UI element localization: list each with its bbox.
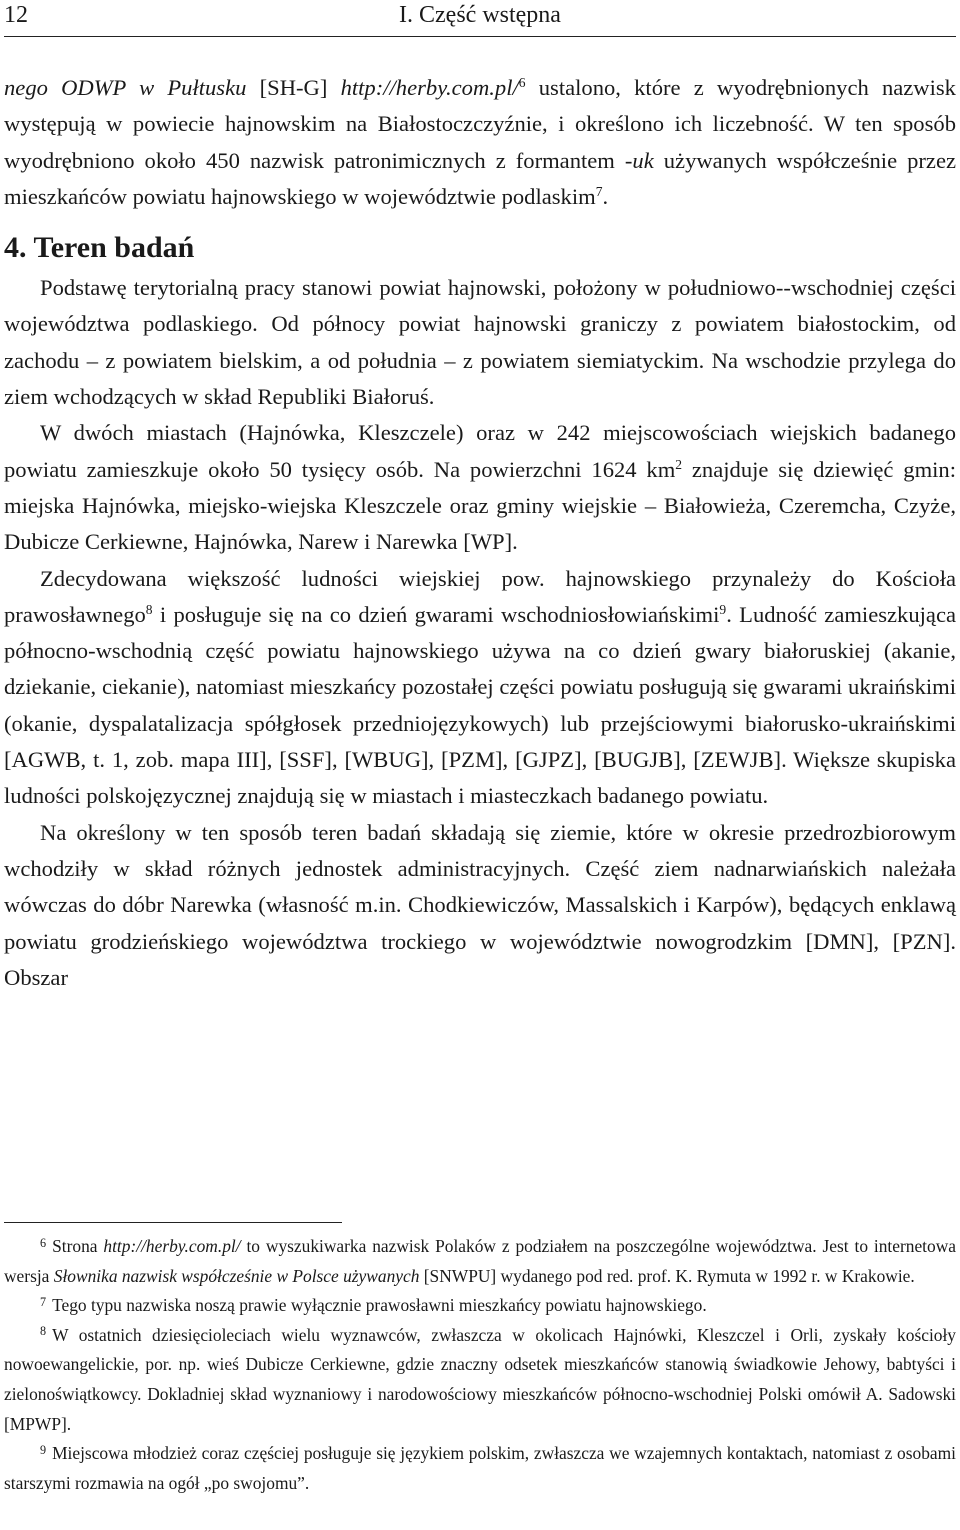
footnote-text: Strona (52, 1236, 104, 1256)
paragraph-text: znajduje się dziewięć gmin: miejska Hajnówka, miejsko-wiejska Kleszczele oraz gminy wiejskie – Białowieża, Czeremcha, Czyże, Dubicze Cerkiewne, Hajnówka, Narew i Narewka [WP]. (4, 456, 956, 555)
running-title: I. Część wstępna (399, 2, 561, 28)
url-reference: http://herby.com.pl/ (340, 75, 519, 100)
section-heading: 4. Teren badań (4, 231, 195, 265)
paragraph: Podstawę terytorialną pracy stanowi powiat hajnowski, położony w południowo--wschodniej części województwa podlaskiego. Od północy powiat hajnowski graniczy z powiatem białostockim, od zachodu – z powiatem bielskim, a od południa – z powiatem siemiatyckim. Na wschodzie przylega do ziem wchodzących w skład Republiki Białoruś. (4, 275, 956, 410)
paragraph-text: ustalono, które z wyodrębnionych nazwisk występują w powiecie hajnowskim na Białostoczczyźnie, i określono ich liczebność. W ten sposób wyodrębniono około 450 nazwisk patronimicznych z formantem (4, 75, 956, 173)
footnote-number: 8 (40, 1324, 47, 1339)
paragraph-continued (4, 70, 956, 215)
footnote-7 (4, 1291, 956, 1321)
paragraph-text: . Ludność zamieszkująca północno-wschodnią część powiatu hajnowskiego używa na co dzień gwary białoruskiej (akanie, dziekanie, ciekanie), natomiast mieszkańcy pozostałej części powiatu posługują się gwarami ukraińskimi (okanie, dyspalatalizacja spółgłosek przedniojęzykowych) lub przejściowymi białorusko-ukraińskimi [AGWB, t. 1, zob. mapa III], [SSF], [WBUG], [PZM], [GJPZ], [BUGJB], [ZEWJB]. Większe skupiska ludności polskojęzycznej znajdują się w miastach i miasteczkach badanego powiatu. (4, 601, 956, 809)
book-title: Słownika nazwisk współcześnie w Polsce używanych (53, 1265, 420, 1286)
citation: [SH-G] (246, 75, 341, 100)
footnote-ref-8: 8 (145, 601, 153, 617)
institution-name: nego ODWP w Pułtusku (4, 75, 247, 100)
footnote-text: to wyszukiwarka nazwisk Polaków z podziałem na poszczególne województwa. Jest to internetowa wersja (4, 1236, 956, 1286)
main-text (4, 70, 956, 996)
footnote-text: [SNWPU] wydanego pod red. prof. K. Rymuta w 1992 r. w Krakowie. (419, 1265, 915, 1286)
paragraph-text: i posługuje się na co dzień gwarami wschodniosłowiańskimi (152, 601, 720, 627)
footnote-ref-9: 9 (719, 601, 727, 617)
paragraph-text: . (602, 183, 609, 209)
suffix-term: -uk (624, 147, 654, 173)
paragraph (4, 561, 956, 815)
page-header (4, 0, 956, 37)
paragraph (4, 415, 956, 560)
footnote-text: Miejscowa młodzież coraz częściej posługuje się językiem polskim, zwłaszcza we wzajemnych kontaktach, natomiast z osobami starszymi rozmawia na ogół „po swojomu”. (4, 1443, 956, 1493)
paragraph-text: W dwóch miastach (Hajnówka, Kleszczele) oraz w 242 miejscowościach wiejskich badanego powiatu zamieszkuje około 50 tysięcy osób. Na powierzchni 1624 km (4, 420, 956, 482)
footnote-9 (4, 1439, 956, 1498)
footnote-8 (4, 1321, 956, 1439)
paragraph-text: Zdecydowana większość ludności wiejskiej pow. hajnowskiego przynależy do Kościoła prawosławnego (4, 565, 956, 627)
footnote-6 (4, 1232, 956, 1291)
footnote-divider (4, 1222, 342, 1223)
footnotes (4, 1232, 956, 1498)
superscript-squared: 2 (675, 456, 683, 472)
footnote-number: 6 (40, 1235, 47, 1250)
footnote-text: Tego typu nazwiska noszą prawie wyłącznie prawosławni mieszkańcy powiatu hajnowskiego. (52, 1295, 707, 1316)
footnote-text: W ostatnich dziesięcioleciach wielu wyznawców, zwłaszcza w okolicach Hajnówki, Kleszczel i Orli, zyskały kościoły nowoewangelickie, por. np. wieś Dubicze Cerkiewne, gdzie znaczny odsetek mieszkańców stanowią świadkowie Jehowy, babtyści i zielonoświątkowcy. Dokladniej skład wyznaniowy i narodowościowy mieszkańców północno-wschodniej Polski omówił A. Sadowski [MPWP]. (4, 1324, 956, 1434)
paragraph: Na określony w ten sposób teren badań składają się ziemie, które w okresie przedrozbiorowym wchodziły w skład różnych jednostek administracyjnych. Część ziem nadnarwiańskich należała wówczas do dóbr Narewka (własność m.in. Chodkiewiczów, Massalskich i Karpów), będących enklawą powiatu grodzieńskiego województwa trockiego w województwie nowogrodzkim [DMN], [PZN]. Obszar (4, 819, 956, 990)
footnote-number: 7 (40, 1294, 47, 1309)
footnote-ref-6: 6 (518, 74, 526, 90)
url-reference: http://herby.com.pl/ (103, 1236, 241, 1256)
paragraph-text: używanych współcześnie przez mieszkańców powiatu hajnowskiego w województwie podlaskim (4, 147, 956, 209)
footnote-ref-7: 7 (595, 183, 603, 199)
page-number: 12 (4, 2, 28, 28)
footnote-number: 9 (40, 1442, 47, 1457)
